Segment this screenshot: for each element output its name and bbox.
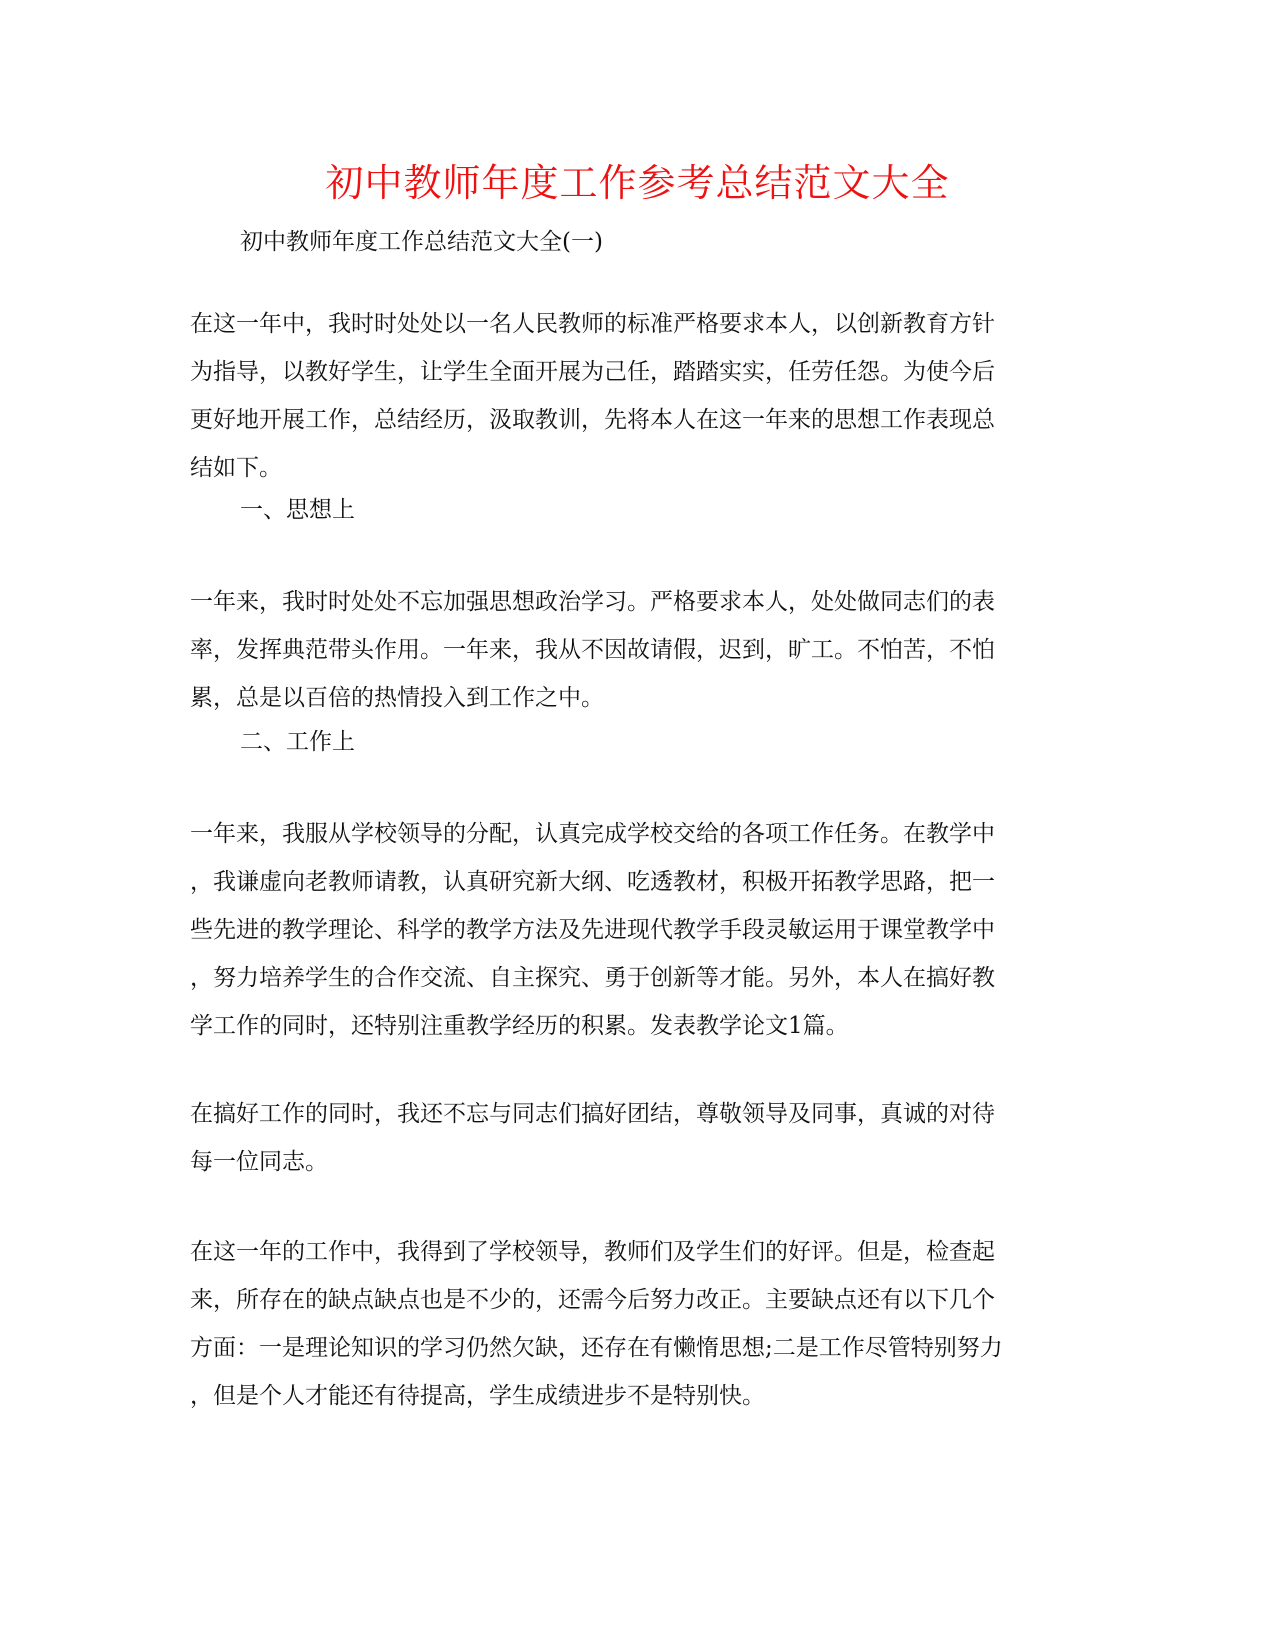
paragraph-line: 累，总是以百倍的热情投入到工作之中。 xyxy=(190,685,604,711)
paragraph-line: 一年来，我服从学校领导的分配，认真完成学校交给的各项工作任务。在教学中 xyxy=(190,821,995,847)
paragraph-line: ，我谦虚向老教师请教，认真研究新大纲、吃透教材，积极开拓教学思路，把一 xyxy=(190,869,995,895)
document-subtitle: 初中教师年度工作总结范文大全(一) xyxy=(240,229,603,255)
paragraph-work xyxy=(190,810,1090,1050)
document-title: 初中教师年度工作参考总结范文大全 xyxy=(325,161,950,205)
paragraph-line: 方面：一是理论知识的学习仍然欠缺，还存在有懒惰思想;二是工作尽管特别努力 xyxy=(190,1335,1003,1361)
paragraph-line: 率，发挥典范带头作用。一年来，我从不因故请假，迟到，旷工。不怕苦，不怕 xyxy=(190,637,995,663)
paragraph-line: 学工作的同时，还特别注重教学经历的积累。发表教学论文1篇。 xyxy=(190,1013,849,1039)
paragraph-shortcomings xyxy=(190,1228,1090,1420)
paragraph-line: 来，所存在的缺点缺点也是不少的，还需今后努力改正。主要缺点还有以下几个 xyxy=(190,1287,995,1313)
paragraph-line: 些先进的教学理论、科学的教学方法及先进现代教学手段灵敏运用于课堂教学中 xyxy=(190,917,995,943)
paragraph-line: 更好地开展工作，总结经历，汲取教训，先将本人在这一年来的思想工作表现总 xyxy=(190,407,995,433)
paragraph-line: 在这一年中，我时时处处以一名人民教师的标准严格要求本人，以创新教育方针 xyxy=(190,311,995,337)
paragraph-line: 为指导，以教好学生，让学生全面开展为己任，踏踏实实，任劳任怨。为使今后 xyxy=(190,359,995,385)
paragraph-unity xyxy=(190,1090,1090,1186)
paragraph-thought xyxy=(190,578,1090,722)
paragraph-line: 在搞好工作的同时，我还不忘与同志们搞好团结，尊敬领导及同事，真诚的对待 xyxy=(190,1101,995,1127)
paragraph-line: 每一位同志。 xyxy=(190,1149,328,1175)
paragraph-line: ，努力培养学生的合作交流、自主探究、勇于创新等才能。另外，本人在搞好教 xyxy=(190,965,995,991)
section-heading-work: 二、工作上 xyxy=(240,729,355,755)
paragraph-line: 一年来，我时时处处不忘加强思想政治学习。严格要求本人，处处做同志们的表 xyxy=(190,589,995,615)
paragraph-line: 在这一年的工作中，我得到了学校领导，教师们及学生们的好评。但是，检查起 xyxy=(190,1239,995,1265)
paragraph-intro xyxy=(190,300,1090,492)
section-heading-thought: 一、思想上 xyxy=(240,497,355,523)
paragraph-line: ，但是个人才能还有待提高，学生成绩进步不是特别快。 xyxy=(190,1383,765,1409)
paragraph-line: 结如下。 xyxy=(190,455,282,481)
